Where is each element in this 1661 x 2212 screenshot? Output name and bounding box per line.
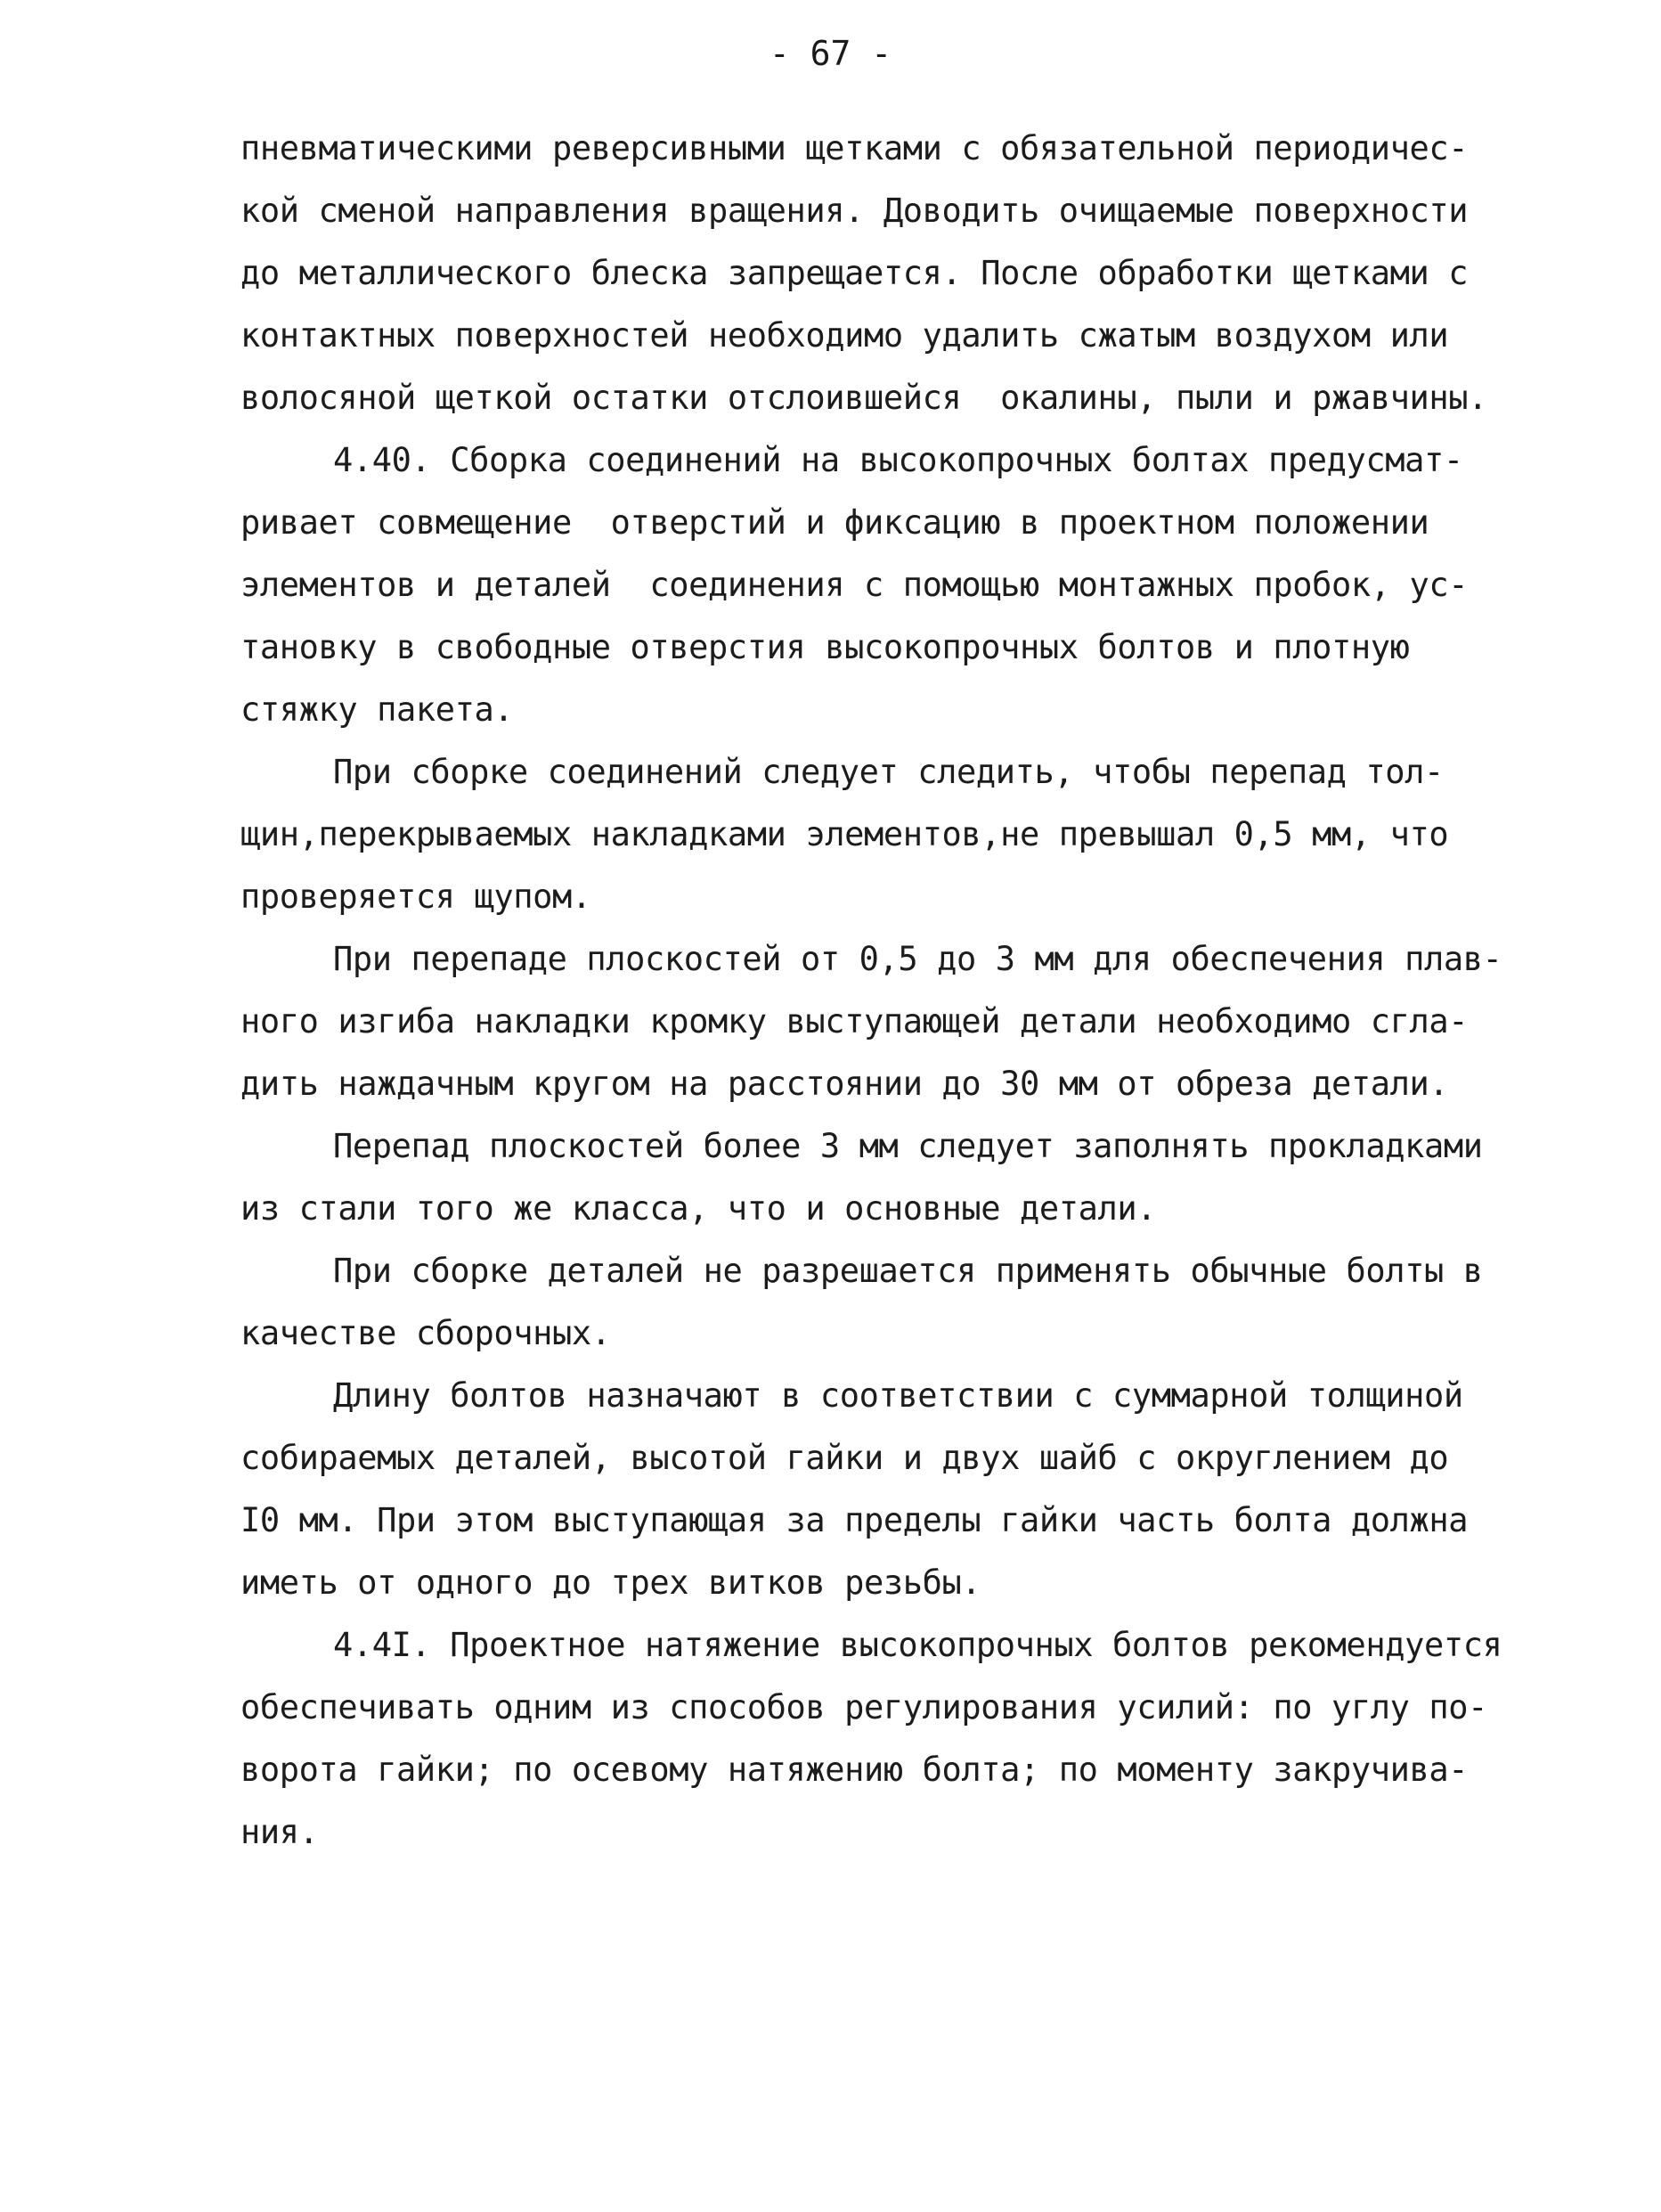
text-line: При перепаде плоскостей от 0,5 до 3 мм для обеспечения плав- bbox=[333, 940, 1502, 978]
text-line: дить наждачным кругом на расстоянии до 30 мм от обреза детали. bbox=[240, 1065, 1449, 1103]
text-line: щин,перекрываемых накладками элементов,не превышал 0,5 мм, что bbox=[240, 815, 1449, 853]
paragraph bbox=[240, 118, 1487, 429]
text-line: Перепад плоскостей более 3 мм следует заполнять прокладками bbox=[333, 1127, 1483, 1165]
text-line: кой сменой направления вращения. Доводить очищаемые поверхности bbox=[240, 192, 1469, 230]
paragraph-4-40 bbox=[240, 429, 1487, 741]
text-line: ного изгиба накладки кромку выступающей детали необходимо сгла- bbox=[240, 1002, 1469, 1041]
body-text bbox=[240, 118, 1502, 1864]
text-line: При сборке соединений следует следить, чтобы перепад тол- bbox=[333, 753, 1444, 791]
text-line: качестве сборочных. bbox=[240, 1314, 611, 1352]
text-line: проверяется щупом. bbox=[240, 877, 591, 916]
text-line: обеспечивать одним из способов регулирования усилий: по углу по- bbox=[240, 1688, 1488, 1726]
text-line: тановку в свободные отверстия высокопрочных болтов и плотную bbox=[240, 628, 1410, 666]
text-line: I0 мм. При этом выступающая за пределы гайки часть болта должна bbox=[240, 1501, 1469, 1539]
paragraph bbox=[240, 1115, 1487, 1240]
text-line: стяжку пакета. bbox=[240, 690, 514, 729]
text-line: пневматическими реверсивными щетками с обязательной периодичес- bbox=[240, 129, 1469, 167]
paragraph bbox=[240, 1240, 1487, 1365]
text-line: элементов и деталей соединения с помощью монтажных пробок, ус- bbox=[240, 566, 1469, 604]
text-line: до металлического блеска запрещается. После обработки щетками с bbox=[240, 254, 1469, 292]
text-line: контактных поверхностей необходимо удалить сжатым воздухом или bbox=[240, 316, 1449, 355]
paragraph-4-41 bbox=[240, 1614, 1502, 1864]
text-line: собираемых деталей, высотой гайки и двух шайб с округлением до bbox=[240, 1439, 1449, 1477]
text-line: волосяной щеткой остатки отслоившейся окалины, пыли и ржавчины. bbox=[240, 379, 1488, 417]
text-line: 4.4I. Проектное натяжение высокопрочных болтов рекомендуется bbox=[333, 1626, 1502, 1664]
text-line: ния. bbox=[240, 1813, 319, 1851]
text-line: ворота гайки; по осевому натяжению болта; по моменту закручива- bbox=[240, 1751, 1469, 1789]
text-line: иметь от одного до трех витков резьбы. bbox=[240, 1563, 981, 1602]
paragraph bbox=[240, 1365, 1487, 1614]
text-line: При сборке деталей не разрешается применять обычные болты в bbox=[333, 1252, 1483, 1290]
text-line: 4.40. Сборка соединений на высокопрочных болтах предусмат- bbox=[333, 441, 1463, 479]
text-line: ривает совмещение отверстий и фиксацию в проектном положении bbox=[240, 503, 1429, 542]
page-number: - 67 - bbox=[769, 34, 892, 73]
text-line: Длину болтов назначают в соответствии с суммарной толщиной bbox=[333, 1376, 1463, 1415]
text-line: из стали того же класса, что и основные детали. bbox=[240, 1189, 1157, 1228]
paragraph bbox=[240, 741, 1487, 928]
paragraph bbox=[240, 928, 1502, 1115]
